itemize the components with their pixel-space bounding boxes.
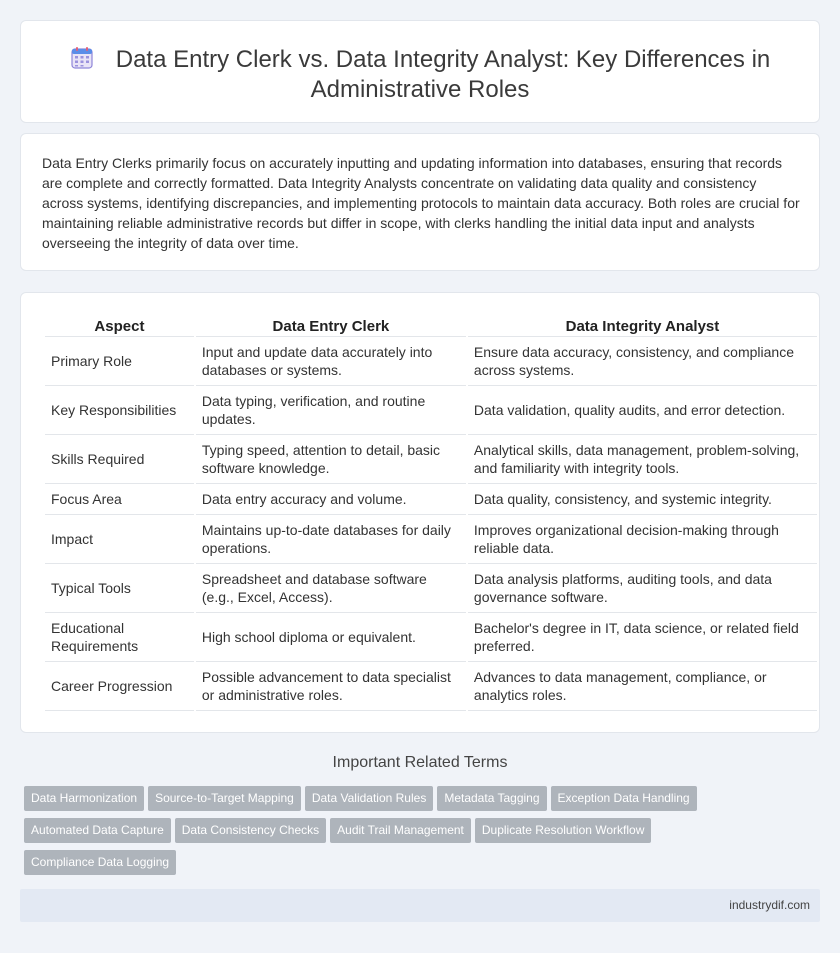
intro-card (20, 133, 820, 271)
table-row (45, 662, 817, 711)
intro-text: Data Entry Clerks primarily focus on accurately inputting and updating information into databases, ensuring that records are complete and correctly formatted. Data Integrity Analysts concentrate on validating data quality and consistency across systems, identifying discrepancies, and implementing protocols to maintain data accuracy. Both roles are crucial for maintaining reliable administrative records but differ in scope, with clerks handling the initial data input and analysts overseeing the integrity of data over time. (42, 155, 800, 251)
clerk-cell: Data typing, verification, and routine updates. (196, 386, 466, 435)
related-term-tag[interactable]: Data Harmonization (24, 786, 144, 811)
header-aspect: Aspect (45, 316, 194, 337)
aspect-cell: Primary Role (45, 337, 194, 386)
aspect-cell: Focus Area (45, 484, 194, 515)
table-row (45, 613, 817, 662)
header-data-integrity-analyst: Data Integrity Analyst (468, 316, 817, 337)
table-row (45, 386, 817, 435)
title-line-2: Administrative Roles (310, 76, 530, 103)
aspect-cell: Skills Required (45, 435, 194, 484)
calendar-icon (70, 46, 94, 70)
related-term-tag[interactable]: Data Validation Rules (305, 786, 434, 811)
table-row (45, 484, 817, 515)
table-row (45, 515, 817, 564)
related-term-tag[interactable]: Compliance Data Logging (24, 850, 176, 875)
related-term-tag[interactable]: Exception Data Handling (551, 786, 697, 811)
analyst-cell: Improves organizational decision-making through reliable data. (468, 515, 817, 564)
aspect-cell: Key Responsibilities (45, 386, 194, 435)
table-header-row (45, 316, 817, 337)
related-term-tag[interactable]: Data Consistency Checks (175, 818, 326, 843)
related-term-tag[interactable]: Source-to-Target Mapping (148, 786, 301, 811)
page-title (21, 45, 819, 105)
analyst-cell: Advances to data management, compliance, or analytics roles. (468, 662, 817, 711)
title-card (20, 20, 820, 123)
related-terms-heading: Important Related Terms (332, 754, 508, 771)
related-term-tag[interactable]: Audit Trail Management (330, 818, 471, 843)
table-row (45, 435, 817, 484)
aspect-cell: Typical Tools (45, 564, 194, 613)
related-term-tag[interactable]: Automated Data Capture (24, 818, 171, 843)
clerk-cell: Input and update data accurately into databases or systems. (196, 337, 466, 386)
aspect-cell: Career Progression (45, 662, 194, 711)
analyst-cell: Data validation, quality audits, and error detection. (468, 386, 817, 435)
footer (20, 889, 820, 922)
comparison-table (43, 316, 819, 711)
clerk-cell: Possible advancement to data specialist or administrative roles. (196, 662, 466, 711)
aspect-cell: Educational Requirements (45, 613, 194, 662)
header-data-entry-clerk: Data Entry Clerk (196, 316, 466, 337)
related-term-tag[interactable]: Duplicate Resolution Workflow (475, 818, 652, 843)
footer-site[interactable]: industrydif.com (729, 898, 810, 912)
analyst-cell: Ensure data accuracy, consistency, and compliance across systems. (468, 337, 817, 386)
clerk-cell: High school diploma or equivalent. (196, 613, 466, 662)
aspect-cell: Impact (45, 515, 194, 564)
analyst-cell: Analytical skills, data management, problem-solving, and familiarity with integrity tools. (468, 435, 817, 484)
analyst-cell: Data analysis platforms, auditing tools, and data governance software. (468, 564, 817, 613)
title-line-1: Data Entry Clerk vs. Data Integrity Analyst: Key Differences in (115, 46, 771, 73)
analyst-cell: Data quality, consistency, and systemic integrity. (468, 484, 817, 515)
clerk-cell: Spreadsheet and database software (e.g., Excel, Access). (196, 564, 466, 613)
analyst-cell: Bachelor's degree in IT, data science, or related field preferred. (468, 613, 817, 662)
clerk-cell: Typing speed, attention to detail, basic software knowledge. (196, 435, 466, 484)
clerk-cell: Data entry accuracy and volume. (196, 484, 466, 515)
clerk-cell: Maintains up-to-date databases for daily operations. (196, 515, 466, 564)
table-row (45, 564, 817, 613)
comparison-card (20, 292, 820, 733)
related-terms-tags (24, 786, 804, 882)
related-term-tag[interactable]: Metadata Tagging (437, 786, 546, 811)
table-row (45, 337, 817, 386)
